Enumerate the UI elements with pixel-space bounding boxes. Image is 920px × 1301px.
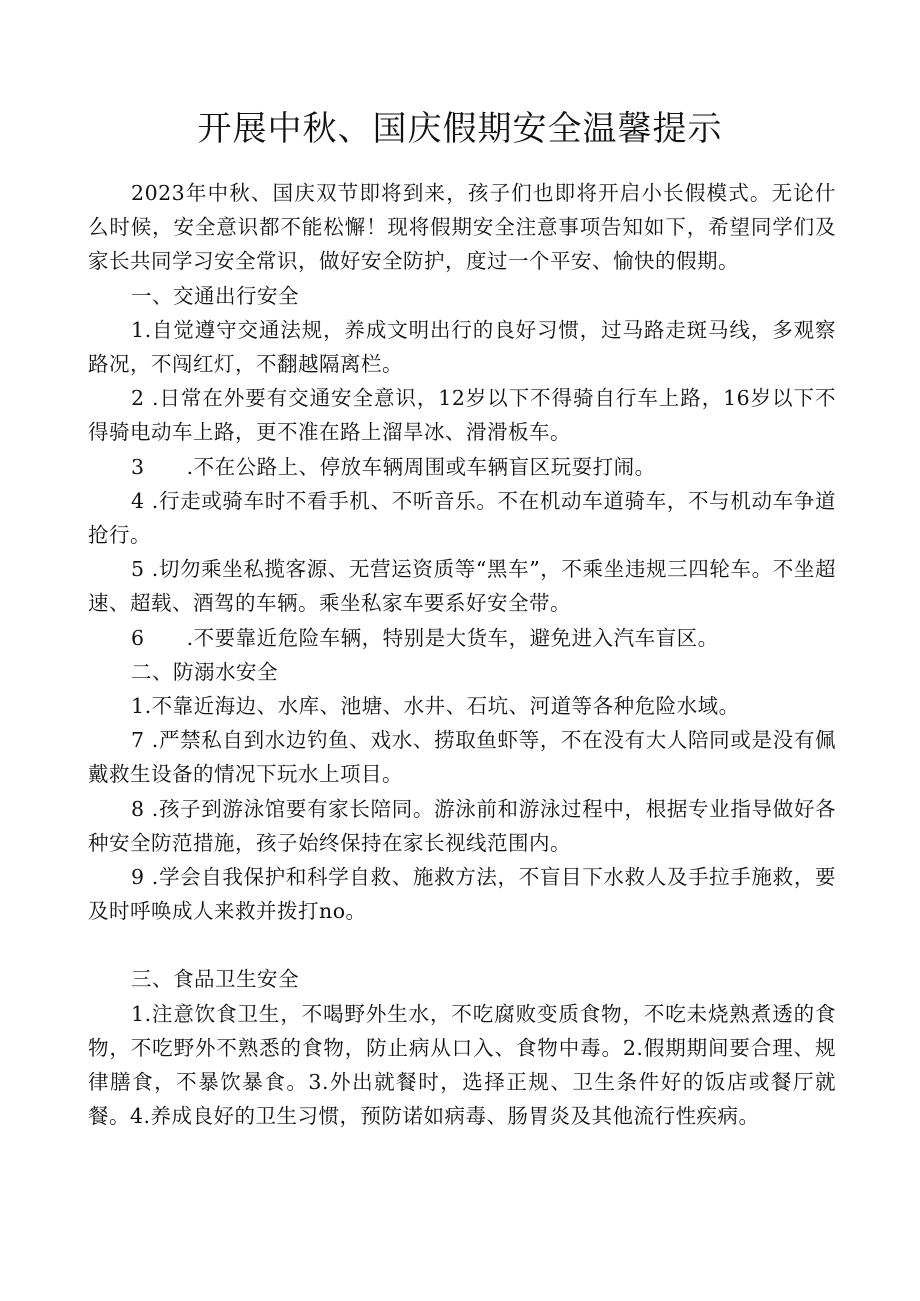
document-body (88, 176, 836, 1133)
traffic-item: 2 .日常在外要有交通安全意识，12岁以下不得骑自行车上路，16岁以下不得骑电动车上路，更不准在路上溜旱冰、滑滑板车。 (88, 386, 836, 445)
document-title: 开展中秋、国庆假期安全温馨提示 (197, 109, 723, 149)
traffic-item: 6 .不要靠近危险车辆，特别是大货车，避免进入汽车盲区。 (131, 625, 719, 650)
section-heading-food: 三、食品卫生安全 (131, 967, 300, 992)
drowning-item: 1.不靠近海边、水库、池塘、水井、石坑、河道等各种危险水域。 (131, 694, 740, 719)
section-heading-traffic: 一、交通出行安全 (131, 283, 300, 308)
traffic-item: 5 .切勿乘坐私揽客源、无营运资质等“黑车”，不乘坐违规三四轮车。不坐超速、超载、酒驾的车辆。乘坐私家车要系好安全带。 (88, 557, 836, 616)
drowning-item: 7 .严禁私自到水边钓鱼、戏水、捞取鱼虾等，不在没有大人陪同或是没有佩戴救生设备的情况下玩水上项目。 (88, 728, 836, 787)
traffic-item: 1.自觉遵守交通法规，养成文明出行的良好习惯，过马路走斑马线，多观察路况，不闯红灯，不翻越隔离栏。 (88, 317, 836, 377)
traffic-item: 3 .不在公路上、停放车辆周围或车辆盲区玩耍打闹。 (131, 454, 656, 479)
intro-paragraph: 2023年中秋、国庆双节即将到来，孩子们也即将开启小长假模式。无论什么时候，安全意识都不能松懈！现将假期安全注意事项告知如下，希望同学们及家长共同学习安全常识，做好安全防护，度过一个平安、愉快的假期。 (88, 181, 836, 274)
drowning-item: 8 .孩子到游泳馆要有家长陪同。游泳前和游泳过程中，根据专业指导做好各种安全防范措施，孩子始终保持在家长视线范围内。 (88, 796, 836, 855)
drowning-item: 9 .学会自我保护和科学自救、施救方法，不盲目下水救人及手拉手施救，要及时呼唤成人来救并拨打no。 (88, 865, 836, 924)
section-heading-drowning: 二、防溺水安全 (131, 659, 279, 684)
traffic-item: 4 .行走或骑车时不看手机、不听音乐。不在机动车道骑车，不与机动车争道抢行。 (88, 488, 836, 548)
food-item: 1.注意饮食卫生，不喝野外生水，不吃腐败变质食物，不吃未烧熟煮透的食物，不吃野外不熟悉的食物，防止病从口入、食物中毒。2.假期期间要合理、规律膳食，不暴饮暴食。3.外出就餐时，选择正规、卫生条件好的饭店或餐厅就餐。4.养成良好的卫生习惯，预防诺如病毒、肠胃炎及其他流行性疾病。 (88, 1001, 836, 1129)
